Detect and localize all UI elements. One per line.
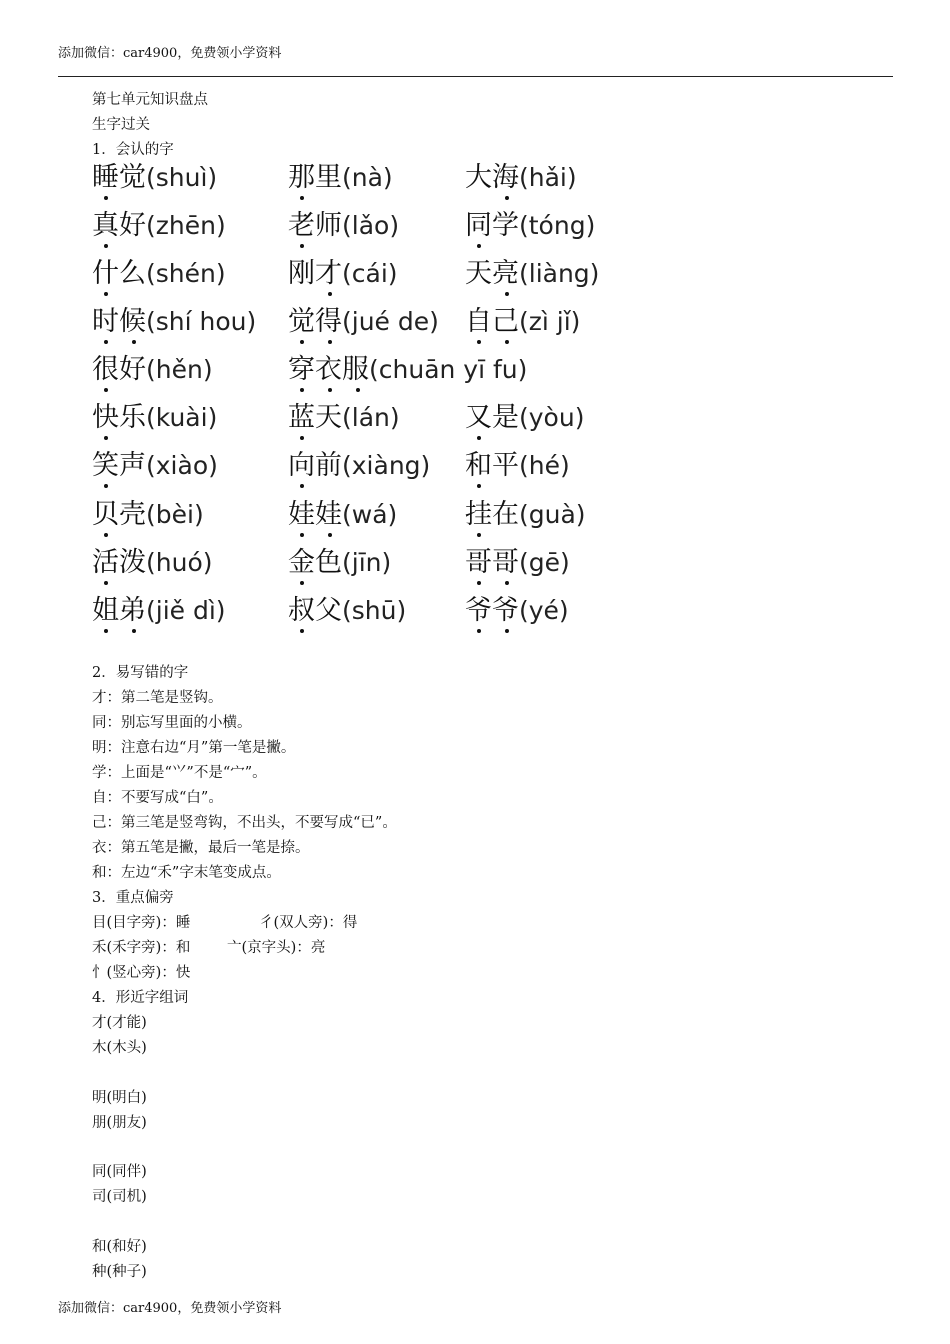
vocab-word	[288, 448, 430, 484]
emphasis-dot	[104, 340, 108, 344]
emphasis-dot	[104, 581, 108, 585]
vocab-pinyin: (wá)	[342, 500, 398, 529]
header-divider	[58, 76, 893, 77]
emphasis-dot	[328, 340, 332, 344]
emphasis-dot	[300, 196, 304, 200]
vocab-word	[288, 352, 527, 388]
mistake-item: 同：别忘写里面的小横。	[92, 715, 252, 731]
vocab-word	[92, 304, 256, 340]
similar-char-word: 木(木头)	[92, 1040, 147, 1056]
vocab-word	[92, 448, 218, 484]
vocab-chars: 很好	[92, 354, 146, 385]
similar-char-word: 明(明白)	[92, 1090, 147, 1106]
vocab-word	[92, 256, 226, 292]
radical-left: 禾(禾字旁)：和	[92, 940, 191, 956]
vocab-pinyin: (shí hou)	[146, 307, 257, 336]
emphasis-dot	[505, 629, 509, 633]
vocab-pinyin: (bèi)	[146, 500, 204, 529]
emphasis-dot	[477, 629, 481, 633]
emphasis-dot	[104, 196, 108, 200]
section3-heading: 3．重点偏旁	[92, 890, 174, 906]
vocab-chars: 哥哥	[465, 547, 519, 578]
emphasis-dot	[505, 340, 509, 344]
radical-right: 亠(京字头)：亮	[227, 940, 326, 956]
vocab-pinyin: (hěn)	[146, 355, 213, 384]
emphasis-dot	[300, 533, 304, 537]
vocab-pinyin: (yòu)	[519, 403, 585, 432]
vocab-chars: 什么	[92, 258, 146, 289]
similar-char-word: 才(才能)	[92, 1015, 147, 1031]
vocab-pinyin: (zhēn)	[146, 211, 226, 240]
vocab-chars: 又是	[465, 402, 519, 433]
vocab-pinyin: (tóng)	[519, 211, 596, 240]
mistake-item: 和：左边“禾”字末笔变成点。	[92, 865, 281, 881]
emphasis-dot	[328, 533, 332, 537]
emphasis-dot	[104, 629, 108, 633]
vocab-pinyin: (jiě dì)	[146, 596, 226, 625]
emphasis-dot	[132, 629, 136, 633]
vocab-pinyin: (guà)	[519, 500, 586, 529]
vocab-chars: 爷爷	[465, 595, 519, 626]
vocab-word	[288, 208, 399, 244]
vocab-chars: 刚才	[288, 258, 342, 289]
similar-char-word: 和(和好)	[92, 1239, 147, 1255]
vocab-pinyin: (hé)	[519, 451, 570, 480]
emphasis-dot	[104, 436, 108, 440]
emphasis-dot	[300, 244, 304, 248]
mistake-item: 自：不要写成“白”。	[92, 790, 223, 806]
vocab-pinyin: (cái)	[342, 259, 398, 288]
similar-char-word: 种(种子)	[92, 1264, 147, 1280]
emphasis-dot	[505, 581, 509, 585]
emphasis-dot	[104, 388, 108, 392]
vocab-pinyin: (lǎo)	[342, 211, 400, 240]
vocab-chars: 姐弟	[92, 595, 146, 626]
vocab-pinyin: (jīn)	[342, 548, 392, 577]
vocab-chars: 贝壳	[92, 499, 146, 530]
mistake-item: 明：注意右边“月”第一笔是撇。	[92, 740, 296, 756]
similar-char-word: 朋(朋友)	[92, 1115, 147, 1131]
vocab-chars: 时候	[92, 306, 146, 337]
emphasis-dot	[477, 484, 481, 488]
radical-left: 目(目字旁)：睡	[92, 915, 191, 931]
emphasis-dot	[356, 388, 360, 392]
vocab-pinyin: (liàng)	[519, 259, 600, 288]
vocab-pinyin: (chuān yī fu)	[369, 355, 528, 384]
vocab-chars: 活泼	[92, 547, 146, 578]
vocab-pinyin: (shén)	[146, 259, 226, 288]
vocab-chars: 叔父	[288, 595, 342, 626]
vocab-chars: 娃娃	[288, 499, 342, 530]
emphasis-dot	[328, 292, 332, 296]
emphasis-dot	[477, 533, 481, 537]
vocab-pinyin: (zì jǐ)	[519, 307, 581, 336]
vocab-chars: 穿衣服	[288, 354, 369, 385]
vocab-word	[92, 497, 204, 533]
vocab-pinyin: (nà)	[342, 163, 393, 192]
vocab-pinyin: (huó)	[146, 548, 213, 577]
vocab-chars: 向前	[288, 450, 342, 481]
vocab-chars: 金色	[288, 547, 342, 578]
vocab-word	[92, 352, 213, 388]
vocab-chars: 老师	[288, 210, 342, 241]
vocab-word	[465, 256, 599, 292]
vocab-grid	[92, 160, 652, 640]
vocab-pinyin: (xiào)	[146, 451, 218, 480]
vocab-chars: 快乐	[92, 402, 146, 433]
mistake-item: 才：第二笔是竖钩。	[92, 690, 223, 706]
emphasis-dot	[104, 484, 108, 488]
emphasis-dot	[505, 292, 509, 296]
vocab-chars: 真好	[92, 210, 146, 241]
radical-left: 忄(竖心旁)：快	[92, 965, 191, 981]
vocab-chars: 蓝天	[288, 402, 342, 433]
emphasis-dot	[328, 388, 332, 392]
vocab-word	[92, 545, 213, 581]
vocab-word	[92, 160, 217, 196]
vocab-word	[288, 497, 397, 533]
vocab-word	[465, 448, 570, 484]
vocab-word	[288, 593, 406, 629]
vocab-pinyin: (yé)	[519, 596, 569, 625]
emphasis-dot	[477, 436, 481, 440]
section4-heading: 4．形近字组词	[92, 990, 189, 1006]
emphasis-dot	[300, 581, 304, 585]
emphasis-dot	[300, 388, 304, 392]
vocab-chars: 自己	[465, 306, 519, 337]
vocab-word	[288, 256, 398, 292]
emphasis-dot	[477, 244, 481, 248]
vocab-word	[288, 545, 391, 581]
vocab-word	[465, 400, 584, 436]
vocab-pinyin: (jué de)	[342, 307, 439, 336]
vocab-pinyin: (hǎi)	[519, 163, 577, 192]
vocab-pinyin: (shū)	[342, 596, 407, 625]
vocab-chars: 觉得	[288, 306, 342, 337]
vocab-pinyin: (xiàng)	[342, 451, 431, 480]
emphasis-dot	[300, 436, 304, 440]
vocab-word	[465, 593, 569, 629]
vocab-word	[465, 497, 586, 533]
vocab-word	[288, 160, 393, 196]
emphasis-dot	[300, 484, 304, 488]
vocab-chars: 睡觉	[92, 162, 146, 193]
subtitle: 生字过关	[92, 117, 150, 133]
emphasis-dot	[505, 196, 509, 200]
similar-char-word: 同(同伴)	[92, 1164, 147, 1180]
emphasis-dot	[477, 340, 481, 344]
page-title: 第七单元知识盘点	[92, 92, 208, 108]
radical-right: 彳(双人旁)：得	[259, 915, 358, 931]
vocab-word	[92, 208, 226, 244]
vocab-chars: 同学	[465, 210, 519, 241]
section2-heading: 2．易写错的字	[92, 665, 189, 681]
section1-heading: 1．会认的字	[92, 142, 174, 158]
emphasis-dot	[300, 340, 304, 344]
vocab-pinyin: (gē)	[519, 548, 570, 577]
vocab-chars: 和平	[465, 450, 519, 481]
page-header: 添加微信：car4900，免费领小学资料	[58, 46, 282, 61]
emphasis-dot	[132, 340, 136, 344]
vocab-pinyin: (kuài)	[146, 403, 218, 432]
vocab-word	[465, 208, 595, 244]
vocab-word	[92, 400, 217, 436]
vocab-word	[288, 304, 439, 340]
vocab-word	[465, 545, 570, 581]
vocab-chars: 天亮	[465, 258, 519, 289]
vocab-word	[92, 593, 226, 629]
emphasis-dot	[104, 292, 108, 296]
emphasis-dot	[477, 581, 481, 585]
mistake-item: 衣：第五笔是撇，最后一笔是捺。	[92, 840, 310, 856]
mistake-item: 学：上面是“⺍”不是“宀”。	[92, 765, 267, 781]
page-footer: 添加微信：car4900，免费领小学资料	[58, 1301, 282, 1316]
vocab-pinyin: (shuì)	[146, 163, 218, 192]
vocab-pinyin: (lán)	[342, 403, 400, 432]
vocab-word	[465, 160, 577, 196]
vocab-chars: 挂在	[465, 499, 519, 530]
vocab-chars: 大海	[465, 162, 519, 193]
vocab-word	[288, 400, 400, 436]
emphasis-dot	[104, 244, 108, 248]
similar-char-word: 司(司机)	[92, 1189, 147, 1205]
vocab-chars: 那里	[288, 162, 342, 193]
emphasis-dot	[300, 629, 304, 633]
emphasis-dot	[104, 533, 108, 537]
vocab-chars: 笑声	[92, 450, 146, 481]
mistake-item: 己：第三笔是竖弯钩，不出头，不要写成“已”。	[92, 815, 397, 831]
vocab-word	[465, 304, 580, 340]
